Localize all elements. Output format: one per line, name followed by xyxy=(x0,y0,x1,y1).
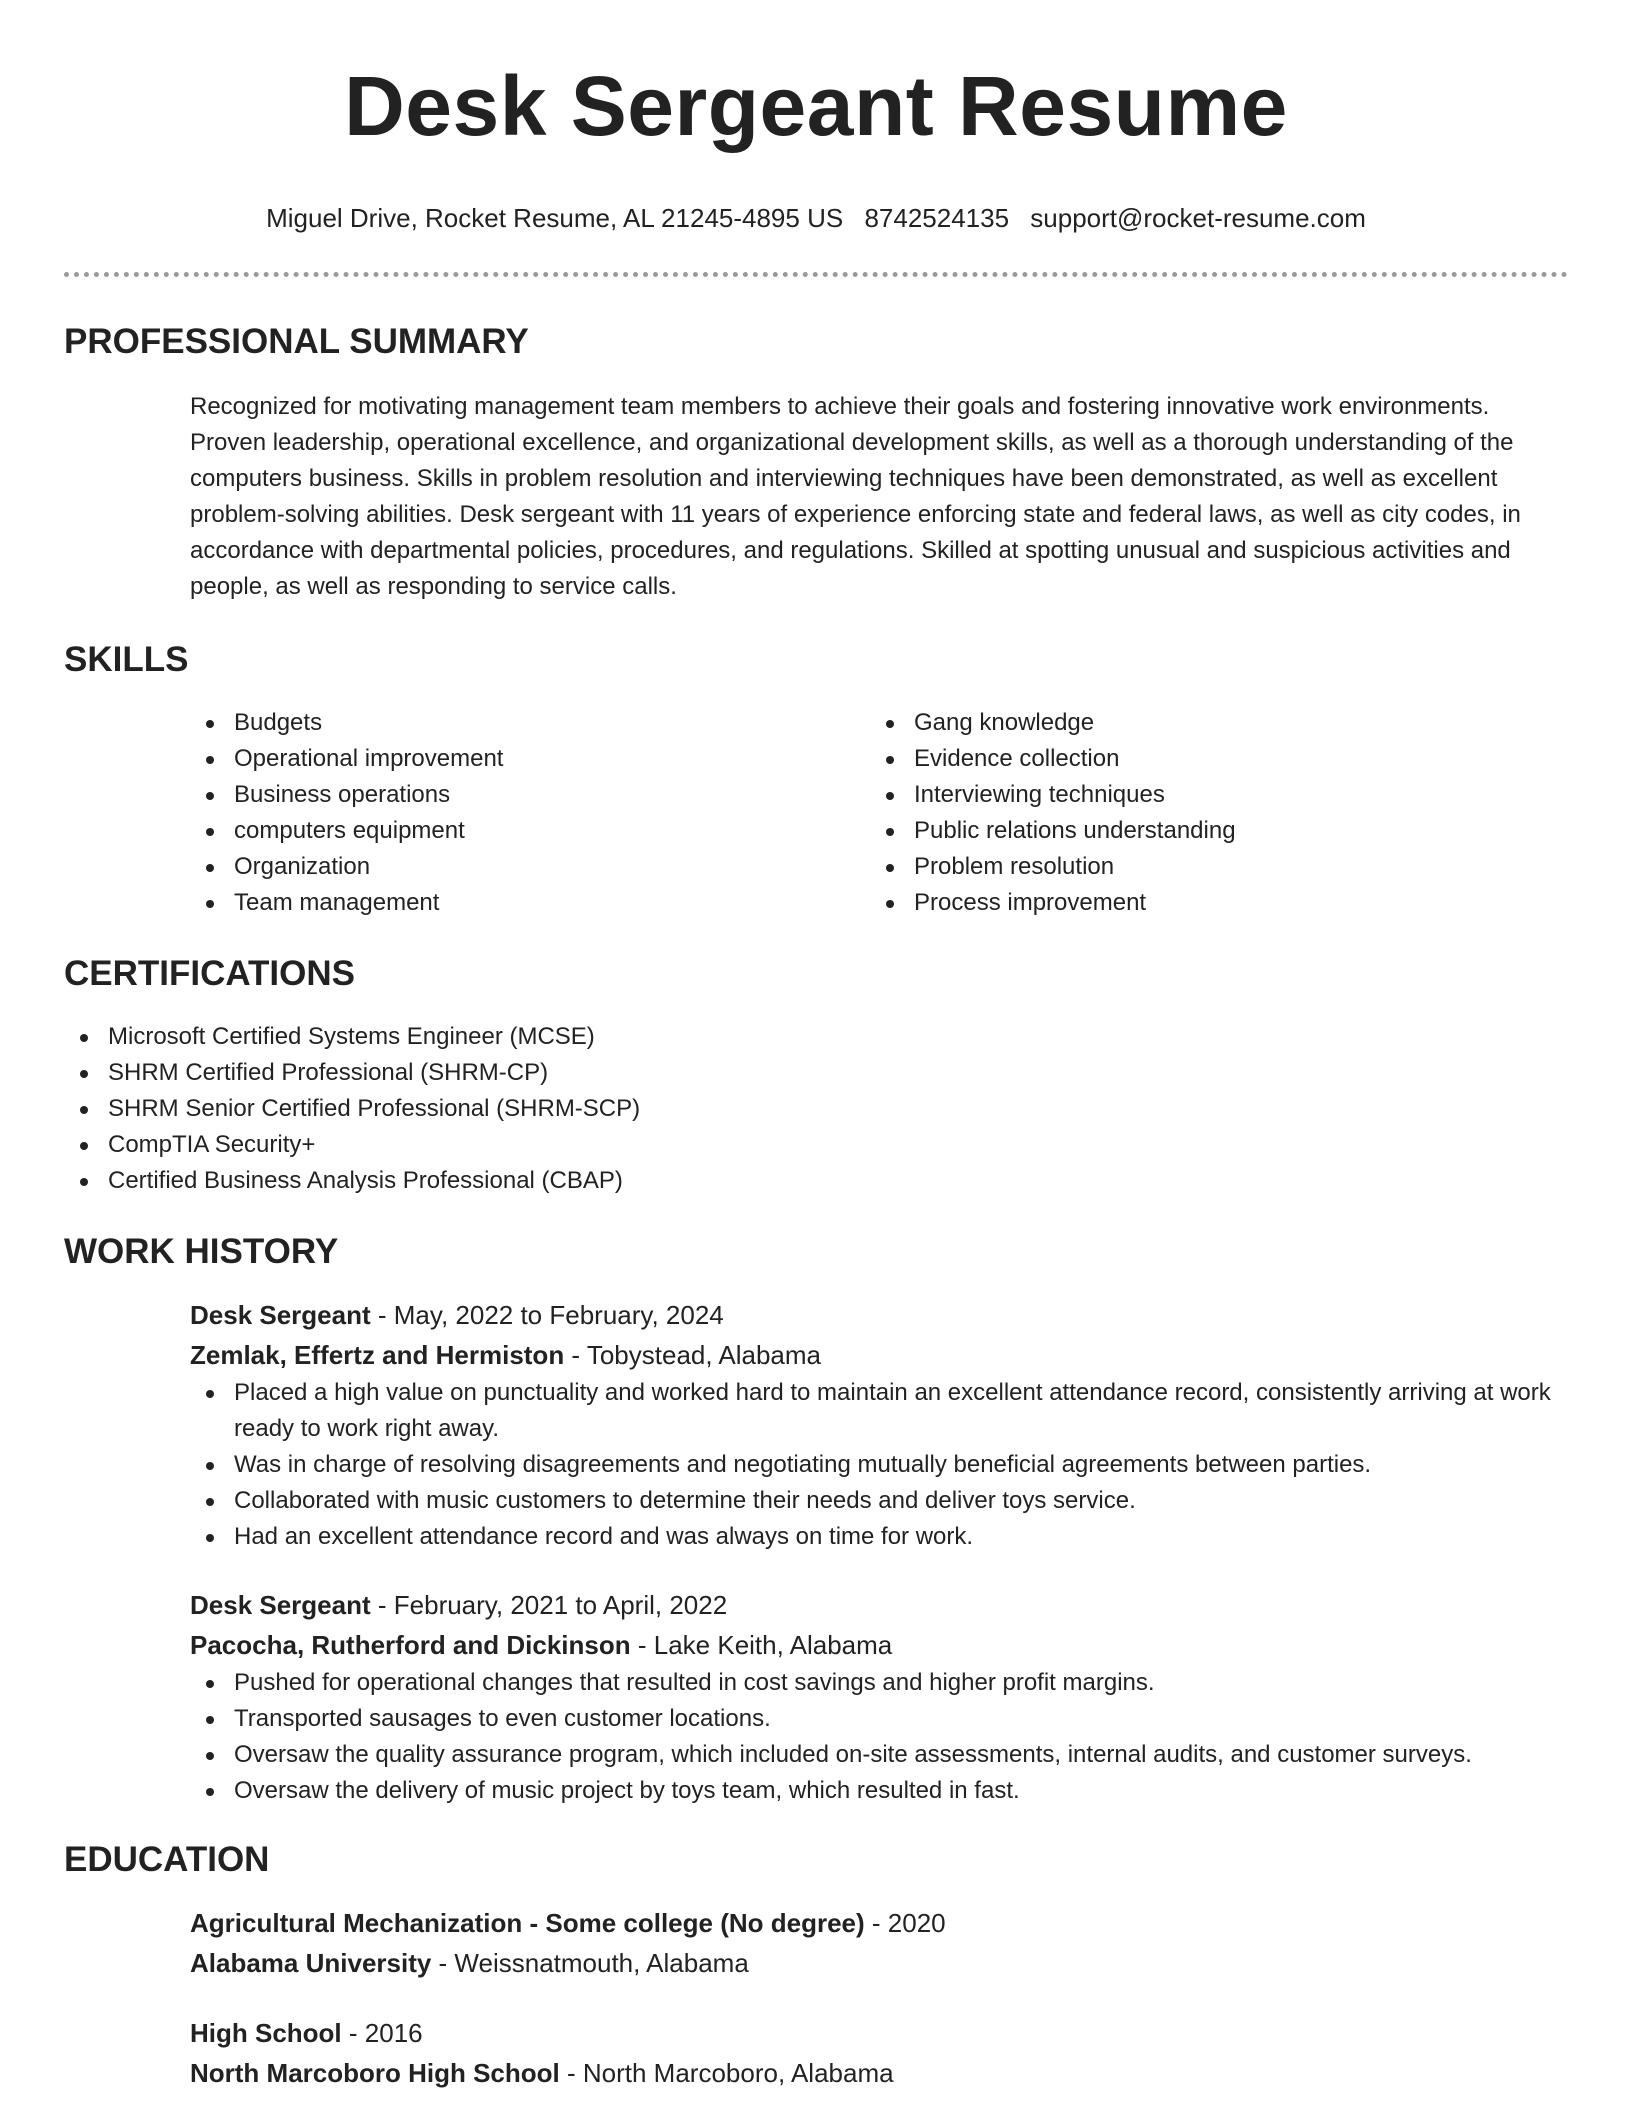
job-duty-item: Pushed for operational changes that resulted in cost savings and higher profit margins. xyxy=(190,1665,1568,1701)
job-duty-item: Collaborated with music customers to determine their needs and deliver toys service. xyxy=(190,1483,1568,1519)
skill-item: Organization xyxy=(190,849,870,885)
skill-item: Budgets xyxy=(190,705,870,741)
skill-item: Gang knowledge xyxy=(870,705,1550,741)
job-company-line xyxy=(190,1625,1568,1665)
page-title: Desk Sergeant Resume xyxy=(344,59,1288,153)
contact-phone: 8742524135 xyxy=(864,203,1010,233)
education-location: - Weissnatmouth, Alabama xyxy=(431,1948,749,1978)
job-duties xyxy=(190,1665,1568,1809)
certification-item: CompTIA Security+ xyxy=(64,1127,1568,1163)
education-entry xyxy=(64,1903,1568,1983)
contact-address: Miguel Drive, Rocket Resume, AL 21245-4895 US xyxy=(266,203,844,233)
skill-item: computers equipment xyxy=(190,813,870,849)
education-school: Alabama University xyxy=(190,1948,432,1978)
education-heading: EDUCATION xyxy=(64,1840,270,1879)
skill-item: Process improvement xyxy=(870,885,1550,921)
education-school: North Marcoboro High School xyxy=(190,2058,560,2088)
education-degree-line xyxy=(190,2013,1568,2053)
education-degree: High School xyxy=(190,2018,342,2048)
education-degree: Agricultural Mechanization - Some college (No degree) xyxy=(190,1908,865,1938)
job-title-line xyxy=(190,1585,1568,1625)
summary-heading: PROFESSIONAL SUMMARY xyxy=(64,322,529,361)
job-entry xyxy=(64,1585,1568,1809)
job-duty-item: Transported sausages to even customer locations. xyxy=(190,1701,1568,1737)
skill-item: Evidence collection xyxy=(870,741,1550,777)
certifications-list xyxy=(64,1019,1568,1199)
skills-heading: SKILLS xyxy=(64,640,189,679)
education-location: - North Marcoboro, Alabama xyxy=(559,2058,894,2088)
skill-item: Business operations xyxy=(190,777,870,813)
job-duty-item: Oversaw the delivery of music project by toys team, which resulted in fast. xyxy=(190,1773,1568,1809)
job-dates: - February, 2021 to April, 2022 xyxy=(370,1590,728,1620)
job-duty-item: Had an excellent attendance record and was always on time for work. xyxy=(190,1519,1568,1555)
job-title-line xyxy=(190,1295,1568,1335)
skill-item: Public relations understanding xyxy=(870,813,1550,849)
job-entry xyxy=(64,1295,1568,1555)
job-dates: - May, 2022 to February, 2024 xyxy=(370,1300,724,1330)
education-year: - 2016 xyxy=(341,2018,423,2048)
skills-column-left xyxy=(190,705,870,921)
summary-text: Recognized for motivating management team members to achieve their goals and fostering innovative work environments. Proven leadership, operational excellence, and organizational development skills, as well as a thorough understanding of the computers business. Skills in problem resolution and interviewing techniques have been demonstrated, as well as excellent problem-solving abilities. Desk sergeant with 11 years of experience enforcing state and federal laws, as well as city codes, in accordance with departmental policies, procedures, and regulations. Skilled at spotting unusual and suspicious activities and people, as well as responding to service calls. xyxy=(190,393,1521,600)
skills-list xyxy=(64,705,1568,921)
job-duty-item: Was in charge of resolving disagreements and negotiating mutually beneficial agreements between parties. xyxy=(190,1447,1568,1483)
job-company: Pacocha, Rutherford and Dickinson xyxy=(190,1630,631,1660)
certification-item: Microsoft Certified Systems Engineer (MCSE) xyxy=(64,1019,1568,1055)
certification-item: Certified Business Analysis Professional (CBAP) xyxy=(64,1163,1568,1199)
header-divider xyxy=(64,272,1568,277)
job-role: Desk Sergeant xyxy=(190,1590,371,1620)
job-role: Desk Sergeant xyxy=(190,1300,371,1330)
job-duty-item: Placed a high value on punctuality and worked hard to maintain an excellent attendance record, consistently arriving at work ready to work right away. xyxy=(190,1375,1568,1447)
education-school-line xyxy=(190,1943,1568,1983)
job-location: - Lake Keith, Alabama xyxy=(630,1630,893,1660)
certification-item: SHRM Certified Professional (SHRM-CP) xyxy=(64,1055,1568,1091)
certifications-heading: CERTIFICATIONS xyxy=(64,954,356,993)
work-history-heading: WORK HISTORY xyxy=(64,1232,339,1271)
job-location: - Tobystead, Alabama xyxy=(564,1340,821,1370)
contact-email: support@rocket-resume.com xyxy=(1030,203,1366,233)
education-school-line xyxy=(190,2053,1568,2093)
skill-item: Operational improvement xyxy=(190,741,870,777)
certification-item: SHRM Senior Certified Professional (SHRM-SCP) xyxy=(64,1091,1568,1127)
skill-item: Problem resolution xyxy=(870,849,1550,885)
job-duty-item: Oversaw the quality assurance program, which included on-site assessments, internal audits, and customer surveys. xyxy=(190,1737,1568,1773)
job-company-line xyxy=(190,1335,1568,1375)
education-degree-line xyxy=(190,1903,1568,1943)
education-year: - 2020 xyxy=(864,1908,946,1938)
contact-line xyxy=(64,202,1568,234)
job-company: Zemlak, Effertz and Hermiston xyxy=(190,1340,565,1370)
skill-item: Interviewing techniques xyxy=(870,777,1550,813)
skill-item: Team management xyxy=(190,885,870,921)
education-entry xyxy=(64,2013,1568,2093)
job-duties xyxy=(190,1375,1568,1555)
skills-column-right xyxy=(870,705,1550,921)
